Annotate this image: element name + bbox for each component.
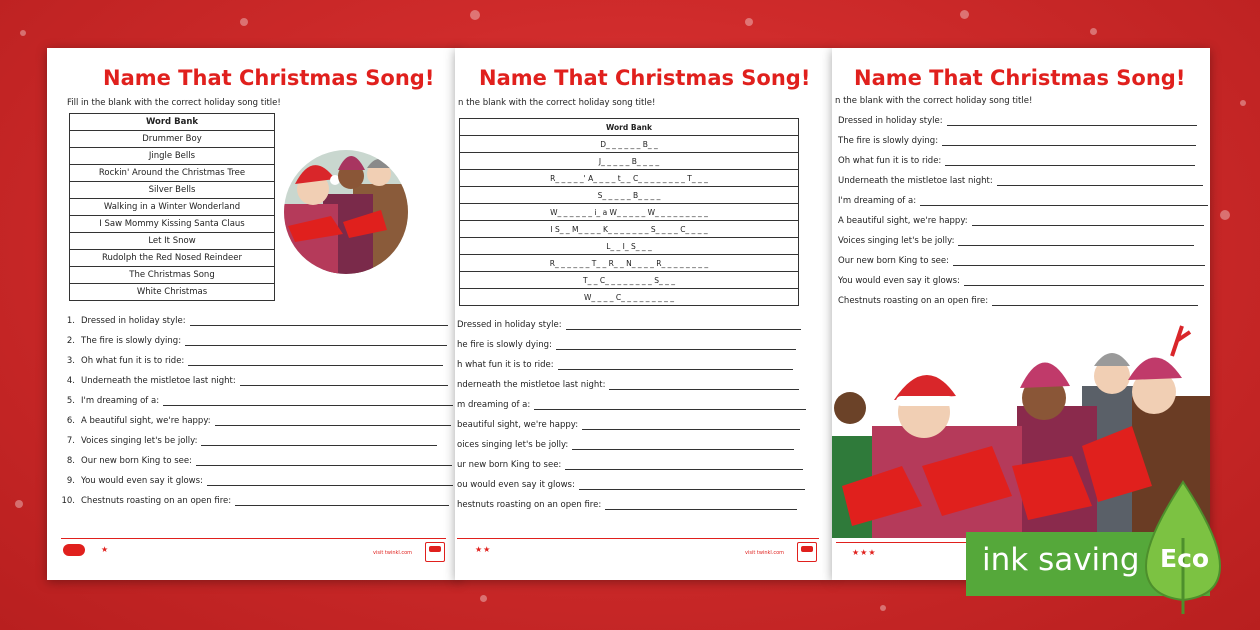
- answer-line[interactable]: [207, 484, 453, 486]
- question-item: [838, 216, 1204, 226]
- question-item: [838, 116, 1197, 126]
- answer-line[interactable]: [163, 404, 453, 406]
- question-item: [61, 396, 453, 406]
- word-bank-blanks-table: [459, 118, 799, 306]
- question-number: 4.: [66, 376, 75, 386]
- worksheet-title: Name That Christmas Song!: [103, 66, 435, 90]
- answer-line[interactable]: [566, 328, 801, 330]
- question-text: I'm dreaming of a:: [81, 396, 160, 406]
- question-item: [61, 376, 448, 386]
- answer-line[interactable]: [964, 284, 1204, 286]
- footer-line: [61, 538, 446, 539]
- word-bank-blank: W_ _ _ _ C_ _ _ _ _ _ _ _ _: [460, 289, 799, 306]
- question-text: Underneath the mistletoe last night:: [81, 376, 236, 386]
- word-bank-blank: I S_ _ M_ _ _ _ K_ _ _ _ _ _ _ S_ _ _ _ C_ _ _ _: [460, 221, 799, 238]
- question-item: [457, 500, 797, 510]
- question-text: oices singing let's be jolly:: [457, 440, 569, 450]
- question-item: [838, 136, 1196, 146]
- question-text: You would even say it glows:: [81, 476, 203, 486]
- snow-dot: [745, 18, 753, 26]
- answer-line[interactable]: [240, 384, 448, 386]
- answer-line[interactable]: [953, 264, 1205, 266]
- word-bank-blank: D_ _ _ _ _ _ B_ _: [460, 136, 799, 153]
- answer-line[interactable]: [920, 204, 1208, 206]
- question-text: Chestnuts roasting on an open fire:: [81, 496, 232, 506]
- question-item: [457, 480, 805, 490]
- word-bank-item: Let It Snow: [70, 233, 275, 250]
- word-bank-blank: S_ _ _ _ _ B_ _ _ _: [460, 187, 799, 204]
- instructions: Fill in the blank with the correct holiday song title!: [67, 98, 281, 108]
- quality-badge: [797, 542, 817, 562]
- answer-line[interactable]: [972, 224, 1204, 226]
- question-text: A beautiful sight, we're happy:: [81, 416, 211, 426]
- answer-line[interactable]: [565, 468, 803, 470]
- answer-line[interactable]: [534, 408, 806, 410]
- question-item: [838, 176, 1203, 186]
- snow-dot: [15, 500, 23, 508]
- question-number: 7.: [66, 436, 75, 446]
- snow-dot: [880, 605, 886, 611]
- snow-dot: [1220, 210, 1230, 220]
- difficulty-stars: ★: [101, 545, 110, 554]
- question-number: 6.: [66, 416, 75, 426]
- question-text: The fire is slowly dying:: [838, 136, 939, 146]
- question-text: ur new born King to see:: [457, 460, 562, 470]
- answer-line[interactable]: [947, 124, 1197, 126]
- question-text: Dressed in holiday style:: [838, 116, 943, 126]
- word-bank-blank: L_ _ I_ S_ _ _: [460, 238, 799, 255]
- footer-line: [457, 538, 819, 539]
- question-text: ou would even say it glows:: [457, 480, 575, 490]
- website-text: visit twinkl.com: [745, 550, 785, 556]
- word-bank-blank: W_ _ _ _ _ _ i_ a W_ _ _ _ _ W_ _ _ _ _ _ _ _ _: [460, 204, 799, 221]
- question-text: hestnuts roasting on an open fire:: [457, 500, 602, 510]
- answer-line[interactable]: [582, 428, 800, 430]
- snow-dot: [470, 10, 480, 20]
- question-item: [457, 440, 794, 450]
- worksheet-2: [455, 48, 833, 580]
- question-text: Dressed in holiday style:: [457, 320, 562, 330]
- quality-badge: [425, 542, 445, 562]
- ink-saving-text: ink saving: [982, 542, 1140, 578]
- answer-line[interactable]: [185, 344, 447, 346]
- question-text: Oh what fun it is to ride:: [81, 356, 185, 366]
- footer-line: [836, 542, 966, 543]
- word-bank-item: I Saw Mommy Kissing Santa Claus: [70, 216, 275, 233]
- question-item: [457, 320, 801, 330]
- answer-line[interactable]: [196, 464, 452, 466]
- eco-label: Eco: [1160, 544, 1210, 573]
- word-bank-blank: R_ _ _ _ _' A_ _ _ _ t_ _ C_ _ _ _ _ _ _ _ T_ _ _: [460, 170, 799, 187]
- word-bank-item: The Christmas Song: [70, 267, 275, 284]
- worksheet-title: Name That Christmas Song!: [479, 66, 811, 90]
- word-bank-item: Rudolph the Red Nosed Reindeer: [70, 250, 275, 267]
- website-text: visit twinkl.com: [373, 550, 413, 556]
- question-text: nderneath the mistletoe last night:: [457, 380, 606, 390]
- answer-line[interactable]: [572, 448, 794, 450]
- worksheet-1: [47, 48, 460, 580]
- question-number: 3.: [66, 356, 75, 366]
- question-text: Voices singing let's be jolly:: [838, 236, 955, 246]
- question-text: Underneath the mistletoe last night:: [838, 176, 993, 186]
- question-number: 8.: [66, 456, 75, 466]
- answer-line[interactable]: [609, 388, 799, 390]
- difficulty-stars: ★★★: [852, 548, 877, 557]
- snow-dot: [960, 10, 969, 19]
- question-text: he fire is slowly dying:: [457, 340, 552, 350]
- question-item: [61, 356, 443, 366]
- question-text: Voices singing let's be jolly:: [81, 436, 198, 446]
- question-text: Oh what fun it is to ride:: [838, 156, 942, 166]
- worksheet-title: Name That Christmas Song!: [854, 66, 1186, 90]
- question-text: Dressed in holiday style:: [81, 316, 186, 326]
- question-item: [457, 400, 806, 410]
- question-item: [838, 296, 1198, 306]
- question-number: 1.: [66, 316, 75, 326]
- instructions: n the blank with the correct holiday song title!: [835, 96, 1033, 106]
- question-item: [61, 416, 451, 426]
- question-number: 5.: [66, 396, 75, 406]
- question-item: [838, 256, 1205, 266]
- word-bank-blank: T_ _ C_ _ _ _ _ _ _ _ S_ _ _: [460, 272, 799, 289]
- question-text: Chestnuts roasting on an open fire:: [838, 296, 989, 306]
- question-text: Our new born King to see:: [838, 256, 949, 266]
- question-item: [838, 276, 1204, 286]
- question-text: beautiful sight, we're happy:: [457, 420, 579, 430]
- question-item: [838, 196, 1208, 206]
- question-item: [61, 336, 447, 346]
- question-item: [457, 340, 796, 350]
- question-item: [457, 460, 803, 470]
- answer-line[interactable]: [997, 184, 1203, 186]
- answer-line[interactable]: [945, 164, 1195, 166]
- question-item: [61, 476, 453, 486]
- word-bank-header: Word Bank: [460, 119, 799, 136]
- word-bank-blank: J_ _ _ _ _ B_ _ _ _: [460, 153, 799, 170]
- answer-line[interactable]: [579, 488, 805, 490]
- answer-line[interactable]: [215, 424, 451, 426]
- question-item: [457, 360, 793, 370]
- question-text: A beautiful sight, we're happy:: [838, 216, 968, 226]
- word-bank-item: Rockin' Around the Christmas Tree: [70, 165, 275, 182]
- word-bank-item: Silver Bells: [70, 182, 275, 199]
- word-bank-item: Walking in a Winter Wonderland: [70, 199, 275, 216]
- answer-line[interactable]: [605, 508, 797, 510]
- question-text: You would even say it glows:: [838, 276, 960, 286]
- answer-line[interactable]: [190, 324, 448, 326]
- question-item: [838, 236, 1194, 246]
- question-number: 9.: [66, 476, 75, 486]
- answer-line[interactable]: [188, 364, 443, 366]
- question-item: [457, 420, 800, 430]
- snow-dot: [20, 30, 26, 36]
- answer-line[interactable]: [201, 444, 437, 446]
- snow-dot: [1090, 28, 1097, 35]
- difficulty-stars: ★★: [475, 545, 492, 554]
- word-bank-header: Word Bank: [70, 114, 275, 131]
- question-item: [61, 436, 437, 446]
- word-bank-item: White Christmas: [70, 284, 275, 301]
- answer-line[interactable]: [942, 144, 1196, 146]
- answer-line[interactable]: [958, 244, 1194, 246]
- question-text: h what fun it is to ride:: [457, 360, 554, 370]
- instructions: n the blank with the correct holiday song title!: [458, 98, 656, 108]
- question-text: I'm dreaming of a:: [838, 196, 917, 206]
- word-bank-item: Drummer Boy: [70, 131, 275, 148]
- snow-dot: [480, 595, 487, 602]
- question-text: Our new born King to see:: [81, 456, 192, 466]
- answer-line[interactable]: [556, 348, 796, 350]
- word-bank-table: [69, 113, 275, 301]
- answer-line[interactable]: [558, 368, 793, 370]
- snow-dot: [1240, 100, 1246, 106]
- question-number: 2.: [66, 336, 75, 346]
- answer-line[interactable]: [992, 304, 1198, 306]
- word-bank-item: Jingle Bells: [70, 148, 275, 165]
- word-bank-blank: R_ _ _ _ _ _ T_ _ R_ _ N_ _ _ _ R_ _ _ _ _ _ _ _: [460, 255, 799, 272]
- question-item: [61, 496, 449, 506]
- carolers-illustration: [283, 134, 409, 290]
- question-item: [61, 316, 448, 326]
- question-text: m dreaming of a:: [457, 400, 531, 410]
- question-item: [61, 456, 452, 466]
- question-item: [457, 380, 799, 390]
- question-number: 10.: [61, 496, 75, 506]
- question-item: [838, 156, 1195, 166]
- twinkl-logo: [63, 544, 85, 556]
- snow-dot: [240, 18, 248, 26]
- answer-line[interactable]: [235, 504, 449, 506]
- question-text: The fire is slowly dying:: [81, 336, 182, 346]
